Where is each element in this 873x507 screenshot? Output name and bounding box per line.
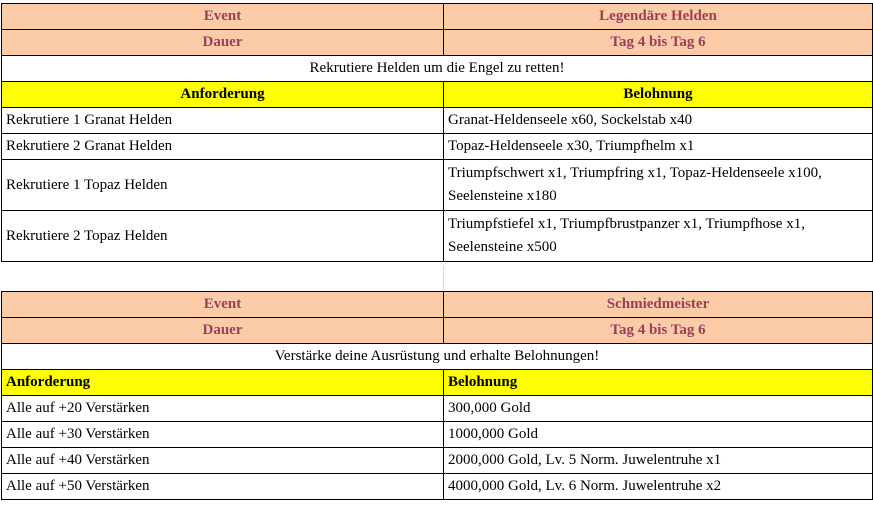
event-name: Schmiedmeister [444,292,873,318]
requirement-cell: Rekrutiere 1 Topaz Helden [2,160,444,211]
table-row [2,474,873,500]
requirement-cell: Rekrutiere 1 Granat Helden [2,108,444,134]
duration-value: Tag 4 bis Tag 6 [444,30,873,56]
requirement-cell: Alle auf +20 Verstärken [2,396,444,422]
event-intro: Verstärke deine Ausrüstung und erhalte Belohnungen! [2,344,873,370]
event-label: Event [2,292,444,318]
header-reward: Belohnung [444,370,873,396]
event-name: Legendäre Helden [444,4,873,30]
event-row [2,4,873,30]
duration-label: Dauer [2,318,444,344]
requirement-cell: Rekrutiere 2 Granat Helden [2,134,444,160]
header-requirement: Anforderung [2,370,444,396]
table-row [2,448,873,474]
table-row [2,108,873,134]
duration-row [2,318,873,344]
duration-label: Dauer [2,30,444,56]
reward-cell: Triumpfschwert x1, Triumpfring x1, Topaz-Heldenseele x100, Seelensteine x180 [444,160,873,211]
table-spacer [1,266,872,290]
header-requirement: Anforderung [2,82,444,108]
duration-value: Tag 4 bis Tag 6 [444,318,873,344]
event-table-legendary-heroes [1,3,873,262]
requirement-cell: Alle auf +40 Verstärken [2,448,444,474]
event-row [2,292,873,318]
event-intro: Rekrutiere Helden um die Engel zu retten! [2,56,873,82]
requirement-cell: Rekrutiere 2 Topaz Helden [2,211,444,262]
reward-cell: Granat-Heldenseele x60, Sockelstab x40 [444,108,873,134]
reward-cell: 300,000 Gold [444,396,873,422]
table-row [2,134,873,160]
requirement-cell: Alle auf +30 Verstärken [2,422,444,448]
table-row [2,422,873,448]
table-row [2,160,873,211]
intro-row [2,56,873,82]
reward-cell: Topaz-Heldenseele x30, Triumpfhelm x1 [444,134,873,160]
event-table-smith-master [1,291,873,500]
spacer-divider [443,266,444,290]
reward-cell: 4000,000 Gold, Lv. 6 Norm. Juwelentruhe x2 [444,474,873,500]
event-label: Event [2,4,444,30]
reward-cell: 1000,000 Gold [444,422,873,448]
table-header-row [2,370,873,396]
table-row [2,211,873,262]
duration-row [2,30,873,56]
requirement-cell: Alle auf +50 Verstärken [2,474,444,500]
table-header-row [2,82,873,108]
reward-cell: Triumpfstiefel x1, Triumpfbrustpanzer x1, Triumpfhose x1, Seelensteine x500 [444,211,873,262]
intro-row [2,344,873,370]
table-row [2,396,873,422]
header-reward: Belohnung [444,82,873,108]
reward-cell: 2000,000 Gold, Lv. 5 Norm. Juwelentruhe x1 [444,448,873,474]
